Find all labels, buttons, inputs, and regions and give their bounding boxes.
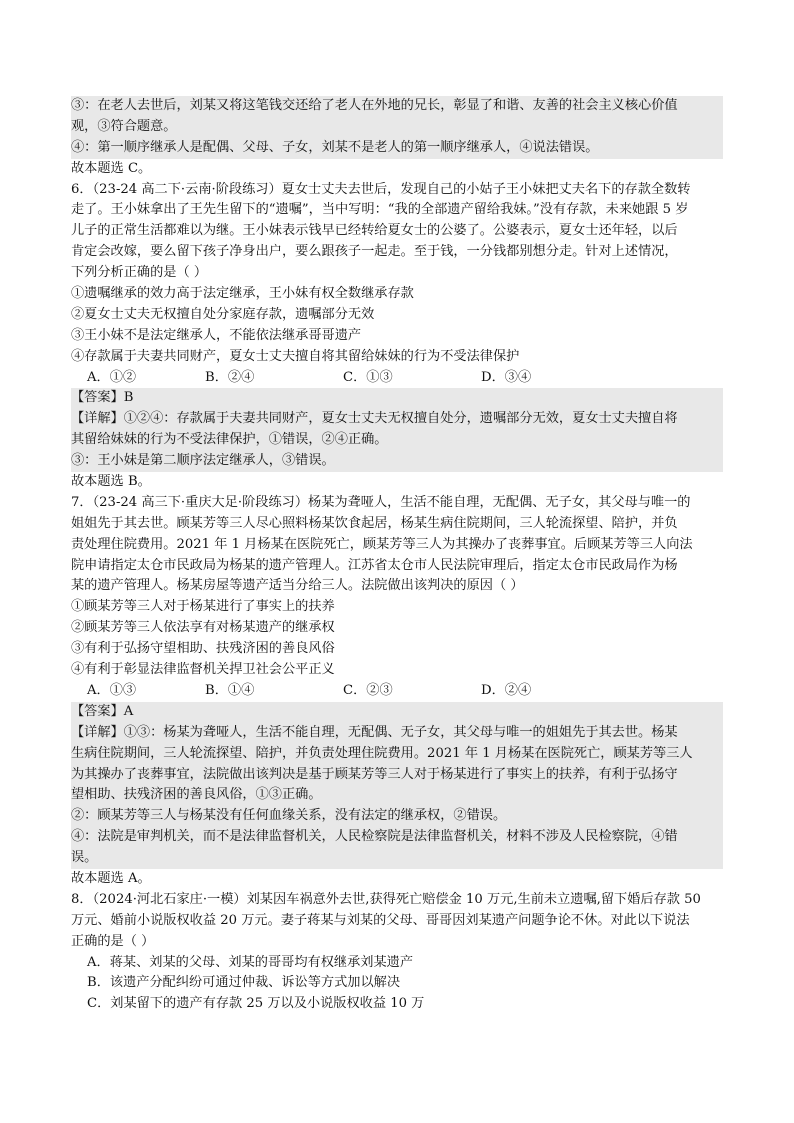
q6-option-d: D．③④ bbox=[481, 369, 532, 385]
text-line: A．蒋某、刘某的父母、刘某的哥哥均有权继承刘某遗产 bbox=[87, 954, 414, 970]
q7-option-c: C．②③ bbox=[343, 682, 393, 698]
text-line: ①遗嘱继承的效力高于法定继承，王小妹有权全数继承存款 bbox=[71, 286, 414, 302]
text-line: 走了。王小妹拿出了王先生留下的“遗嘱”，当中写明：“我的全部遗产留给我妹。”没有存款，未来她跟 5 岁 bbox=[71, 202, 689, 218]
text-line: 观，③符合题意。 bbox=[71, 117, 723, 138]
text-line: 故本题选 C。 bbox=[71, 160, 152, 176]
text-line: ①顾某芳等三人对于杨某进行了事实上的扶养 bbox=[71, 599, 335, 615]
text-line: ③：在老人去世后，刘某又将这笔钱交还给了老人在外地的兄长，彰显了和谐、友善的社会主义核心价值 bbox=[71, 96, 723, 117]
text-line: 某的遗产管理人。杨某房屋等遗产适当分给三人。法院做出该判决的原因（ ） bbox=[71, 578, 524, 594]
q6-option-b: B．②④ bbox=[205, 369, 255, 385]
text-line: C．刘某留下的遗产有存款 25 万以及小说版权收益 10 万 bbox=[87, 996, 425, 1012]
text-line: 【答案】A bbox=[71, 702, 723, 723]
text-line: 责处理住院费用。2021 年 1 月杨某在医院死亡，顾某芳等三人为其操办了丧葬事宜。后顾某芳等三人向法 bbox=[71, 536, 693, 552]
text-line: ④存款属于夫妻共同财产，夏女士丈夫擅自将其留给妹妹的行为不受法律保护 bbox=[71, 348, 520, 364]
text-line: 生病住院期间，三人轮流探望、陪护，并负责处理住院费用。2021 年 1 月杨某在医院死亡，顾某芳等三人 bbox=[71, 744, 723, 765]
text-line: 7．（23-24 高三下·重庆大足·阶段练习）杨某为聋哑人，生活不能自理，无配偶、无子女，其父母与唯一的 bbox=[71, 494, 691, 510]
text-line: 肯定会改嫁，要么留下孩子净身出户，要么跟孩子一起走。至于钱，一分钱都别想分走。针对上述情况， bbox=[71, 244, 678, 260]
text-line: B．该遗产分配纠纷可通过仲裁、诉讼等方式加以解决 bbox=[87, 975, 401, 991]
text-line: 为其操办了丧葬事宜，法院做出该判决是基于顾某芳等三人对于杨某进行了事实上的扶养，有利于弘扬守 bbox=[71, 765, 723, 786]
text-line: 姐姐先于其去世。顾某芳等三人尽心照料杨某饮食起居，杨某生病住院期间，三人轮流探望、陪护，并负 bbox=[71, 515, 678, 531]
q6-option-a: A．①② bbox=[87, 369, 137, 385]
q7-option-b: B．①④ bbox=[205, 682, 255, 698]
q6-options bbox=[71, 368, 723, 389]
q6-option-c: C．①③ bbox=[343, 369, 393, 385]
text-line: 儿子的正常生活都难以为继。王小妹表示钱早已经转给夏女士的公婆了。公婆表示，夏女士还年轻，以后 bbox=[71, 223, 678, 239]
text-line: ④：法院是审判机关，而不是法律监督机关，人民检察院是法律监督机关，材料不涉及人民检察院，④错 bbox=[71, 827, 723, 848]
text-block-a bbox=[71, 96, 723, 368]
text-line: 【答案】B bbox=[71, 388, 723, 409]
text-line: 【详解】①③：杨某为聋哑人，生活不能自理，无配偶、无子女，其父母与唯一的姐姐先于其去世。杨某 bbox=[71, 723, 723, 744]
text-line: 6．（23-24 高二下·云南·阶段练习）夏女士丈夫去世后，发现自己的小姑子王小妹把丈夫名下的存款全数转 bbox=[71, 181, 691, 197]
text-block-b bbox=[71, 388, 723, 680]
text-block-c bbox=[71, 702, 723, 1015]
text-line: 下列分析正确的是（ ） bbox=[71, 265, 208, 281]
text-line: 8．（2024·河北石家庄·一模）刘某因车祸意外去世,获得死亡赔偿金 10 万元,生前未立遗嘱,留下婚后存款 50 bbox=[71, 891, 701, 907]
document-page bbox=[71, 96, 723, 1015]
text-line: ③王小妹不是法定继承人，不能依法继承哥哥遗产 bbox=[71, 327, 362, 343]
text-line: 故本题选 B。 bbox=[71, 474, 151, 490]
text-line: 正确的是（ ） bbox=[71, 933, 155, 949]
text-line: ③：王小妹是第二顺序法定继承人，③错误。 bbox=[71, 451, 723, 472]
q7-options bbox=[71, 681, 723, 702]
text-line: 望相助、扶残济困的善良风俗，①③正确。 bbox=[71, 785, 723, 806]
text-line: ②顾某芳等三人依法享有对杨某遗产的继承权 bbox=[71, 620, 335, 636]
text-line: 万元、婚前小说版权收益 20 万元。妻子蒋某与刘某的父母、哥哥因刘某遗产问题争论不休。对此以下说法 bbox=[71, 912, 690, 928]
text-line: 【详解】①②④：存款属于夫妻共同财产，夏女士丈夫无权擅自处分，遗嘱部分无效，夏女士丈夫擅自将 bbox=[71, 409, 723, 430]
text-line: 院申请指定太仓市民政局为杨某的遗产管理人。江苏省太仓市人民法院审理后，指定太仓市民政局作为杨 bbox=[71, 557, 678, 573]
text-line: ④：第一顺序继承人是配偶、父母、子女，刘某不是老人的第一顺序继承人，④说法错误。 bbox=[71, 138, 723, 159]
text-line: 误。 bbox=[71, 848, 723, 869]
text-line: ④有利于彰显法律监督机关捍卫社会公平正义 bbox=[71, 662, 335, 678]
q7-option-a: A．①③ bbox=[87, 682, 137, 698]
q7-option-d: D．②④ bbox=[481, 682, 532, 698]
text-line: ③有利于弘扬守望相助、扶残济困的善良风俗 bbox=[71, 641, 335, 657]
text-line: 故本题选 A。 bbox=[71, 870, 151, 886]
text-line: ②夏女士丈夫无权擅自处分家庭存款，遗嘱部分无效 bbox=[71, 306, 375, 322]
text-line: 其留给妹妹的行为不受法律保护，①错误，②④正确。 bbox=[71, 430, 723, 451]
text-line: ②：顾某芳等三人与杨某没有任何血缘关系，没有法定的继承权，②错误。 bbox=[71, 806, 723, 827]
